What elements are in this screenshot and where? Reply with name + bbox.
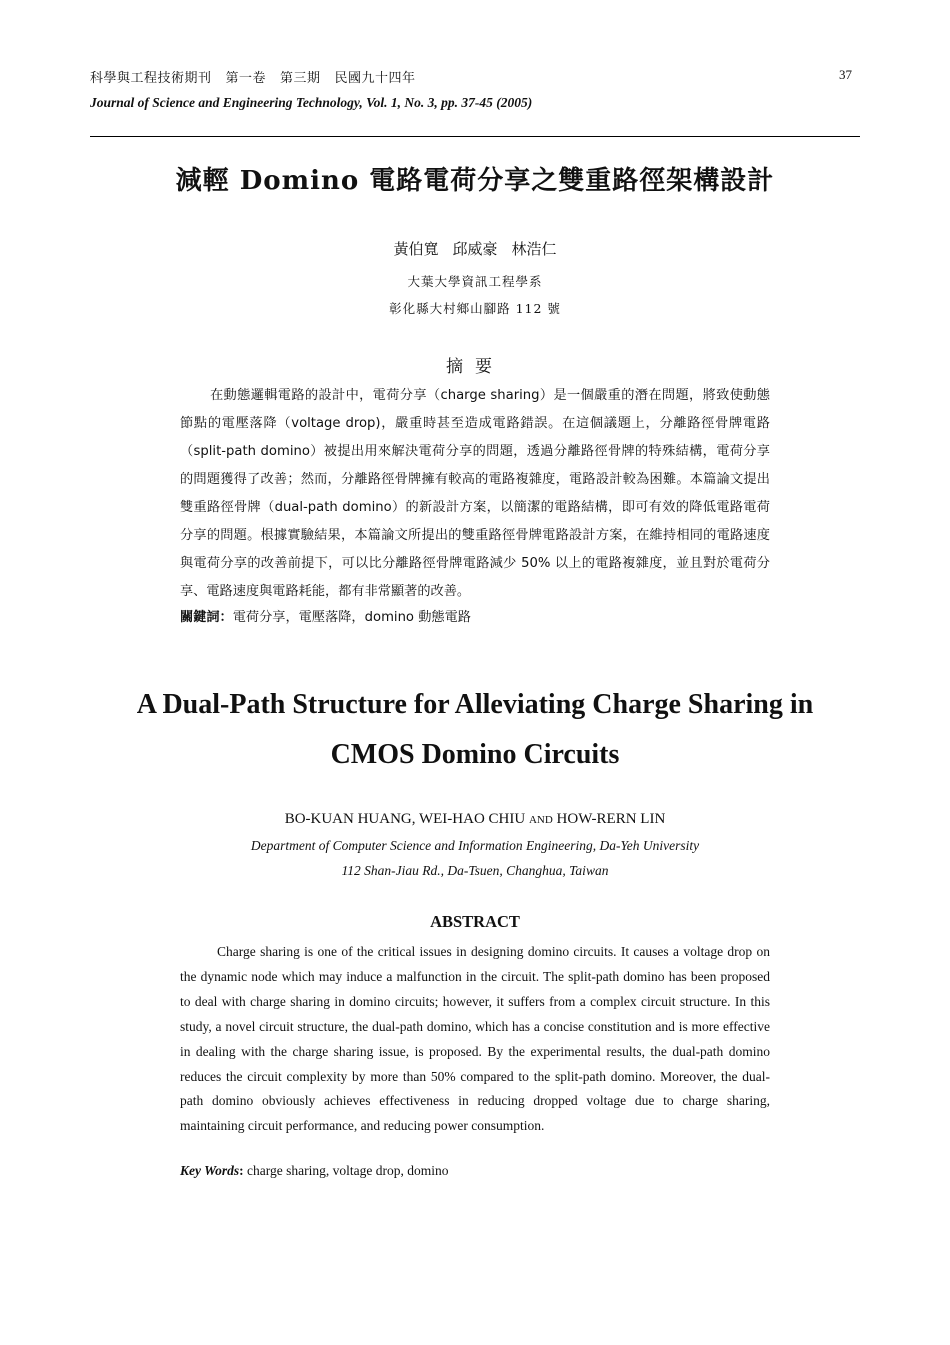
keywords-label-en: Key Words bbox=[180, 1163, 240, 1178]
keywords-value-zh: 電荷分享，電壓落降，domino 動態電路 bbox=[232, 610, 471, 625]
running-header-zh bbox=[90, 67, 416, 86]
abstract-body-zh: 在動態邏輯電路的設計中，電荷分享（charge sharing）是一個嚴重的潛在問題，將致使動態節點的電壓落降（voltage drop)，嚴重時甚至造成電路錯誤。在這個議題上，分離路徑骨牌電路（split-path domino）被提出用來解決電荷分享的問題，透過分離路徑骨牌的特殊結構，電荷分享的問題獲得了改善；然而，分離路徑骨牌擁有較高的電路複雜度，電路設計較為困難。本篇論文提出雙重路徑骨牌（dual-path domino）的新設計方案，以簡潔的電路結構，即可有效的降低電路電荷分享的問題。根據實驗結果，本篇論文所提出的雙重路徑骨牌電路設計方案，在維持相同的電路速度與電荷分享的改善前提下，可以比分離路徑骨牌電路減少 50% 以上的電路複雜度，並且對於電荷分享、電路速度與電路耗能，都有非常顯著的改善。 bbox=[180, 388, 770, 599]
title-en bbox=[0, 680, 950, 780]
keywords-zh bbox=[180, 606, 471, 625]
authors-zh bbox=[0, 238, 950, 259]
abstract-heading-en: ABSTRACT bbox=[430, 912, 520, 931]
author-zh-2: 邱威豪 bbox=[452, 240, 498, 258]
abstract-heading-zh: 摘要 bbox=[446, 357, 504, 377]
keywords-en bbox=[180, 1163, 448, 1179]
keywords-value-en: charge sharing, voltage drop, domino bbox=[243, 1163, 449, 1178]
abstract-body-en: Charge sharing is one of the critical issues in designing domino circuits. It causes a voltage drop on the dynamic node which may induce a malfunction in the circuit. The split-path domino has been proposed to deal with charge sharing in domino circuits; however, it suffers from a complex circuit structure. In this study, a novel circuit structure, the dual-path domino, which has a concise constitution and is more effective in dealing with the charge sharing issue, is proposed. By the experimental results, the dual-path domino reduces the circuit complexity by more than 50% compared to the split-path domino. Moreover, the dual-path domino obviously achieves effectiveness in reducing dropped voltage due to charge sharing, maintaining circuit performance, and reducing power consumption. bbox=[180, 944, 770, 1134]
title-en-line-1: A Dual-Path Structure for Alleviating Charge Sharing in bbox=[136, 689, 814, 720]
authors-en-text: BO-KUAN HUANG, WEI-HAO CHIU and HOW-RERN LIN bbox=[284, 811, 666, 827]
author-zh-3: 林浩仁 bbox=[511, 240, 557, 258]
authors-en bbox=[0, 811, 950, 828]
volume-zh: 第一卷 bbox=[225, 71, 267, 86]
issue-zh: 第三期 bbox=[280, 71, 321, 86]
address-zh: 彰化縣大村鄉山腳路 112 號 bbox=[389, 301, 561, 316]
title-zh: 減輕 Domino 電路電荷分享之雙重路徑架構設計 bbox=[175, 166, 775, 196]
journal-name-zh: 科學與工程技術期刊 bbox=[90, 71, 212, 86]
running-header-en: Journal of Science and Engineering Technology, Vol. 1, No. 3, pp. 37-45 (2005) bbox=[90, 95, 533, 110]
keywords-colon-en: : bbox=[239, 1163, 244, 1178]
affiliation-zh: 大葉大學資訊工程學系 bbox=[407, 274, 543, 289]
title-en-line-2: CMOS Domino Circuits bbox=[330, 739, 620, 770]
address-en: 112 Shan-Jiau Rd., Da-Tsuen, Changhua, Taiwan bbox=[341, 863, 609, 878]
page-number: 37 bbox=[839, 67, 852, 82]
affiliation-en: Department of Computer Science and Information Engineering, Da-Yeh University bbox=[250, 838, 700, 853]
header-divider bbox=[90, 136, 860, 137]
date-zh: 民國九十四年 bbox=[334, 71, 416, 86]
keywords-label-zh: 關鍵詞： bbox=[180, 610, 233, 625]
author-zh-1: 黃伯寬 bbox=[393, 240, 439, 258]
